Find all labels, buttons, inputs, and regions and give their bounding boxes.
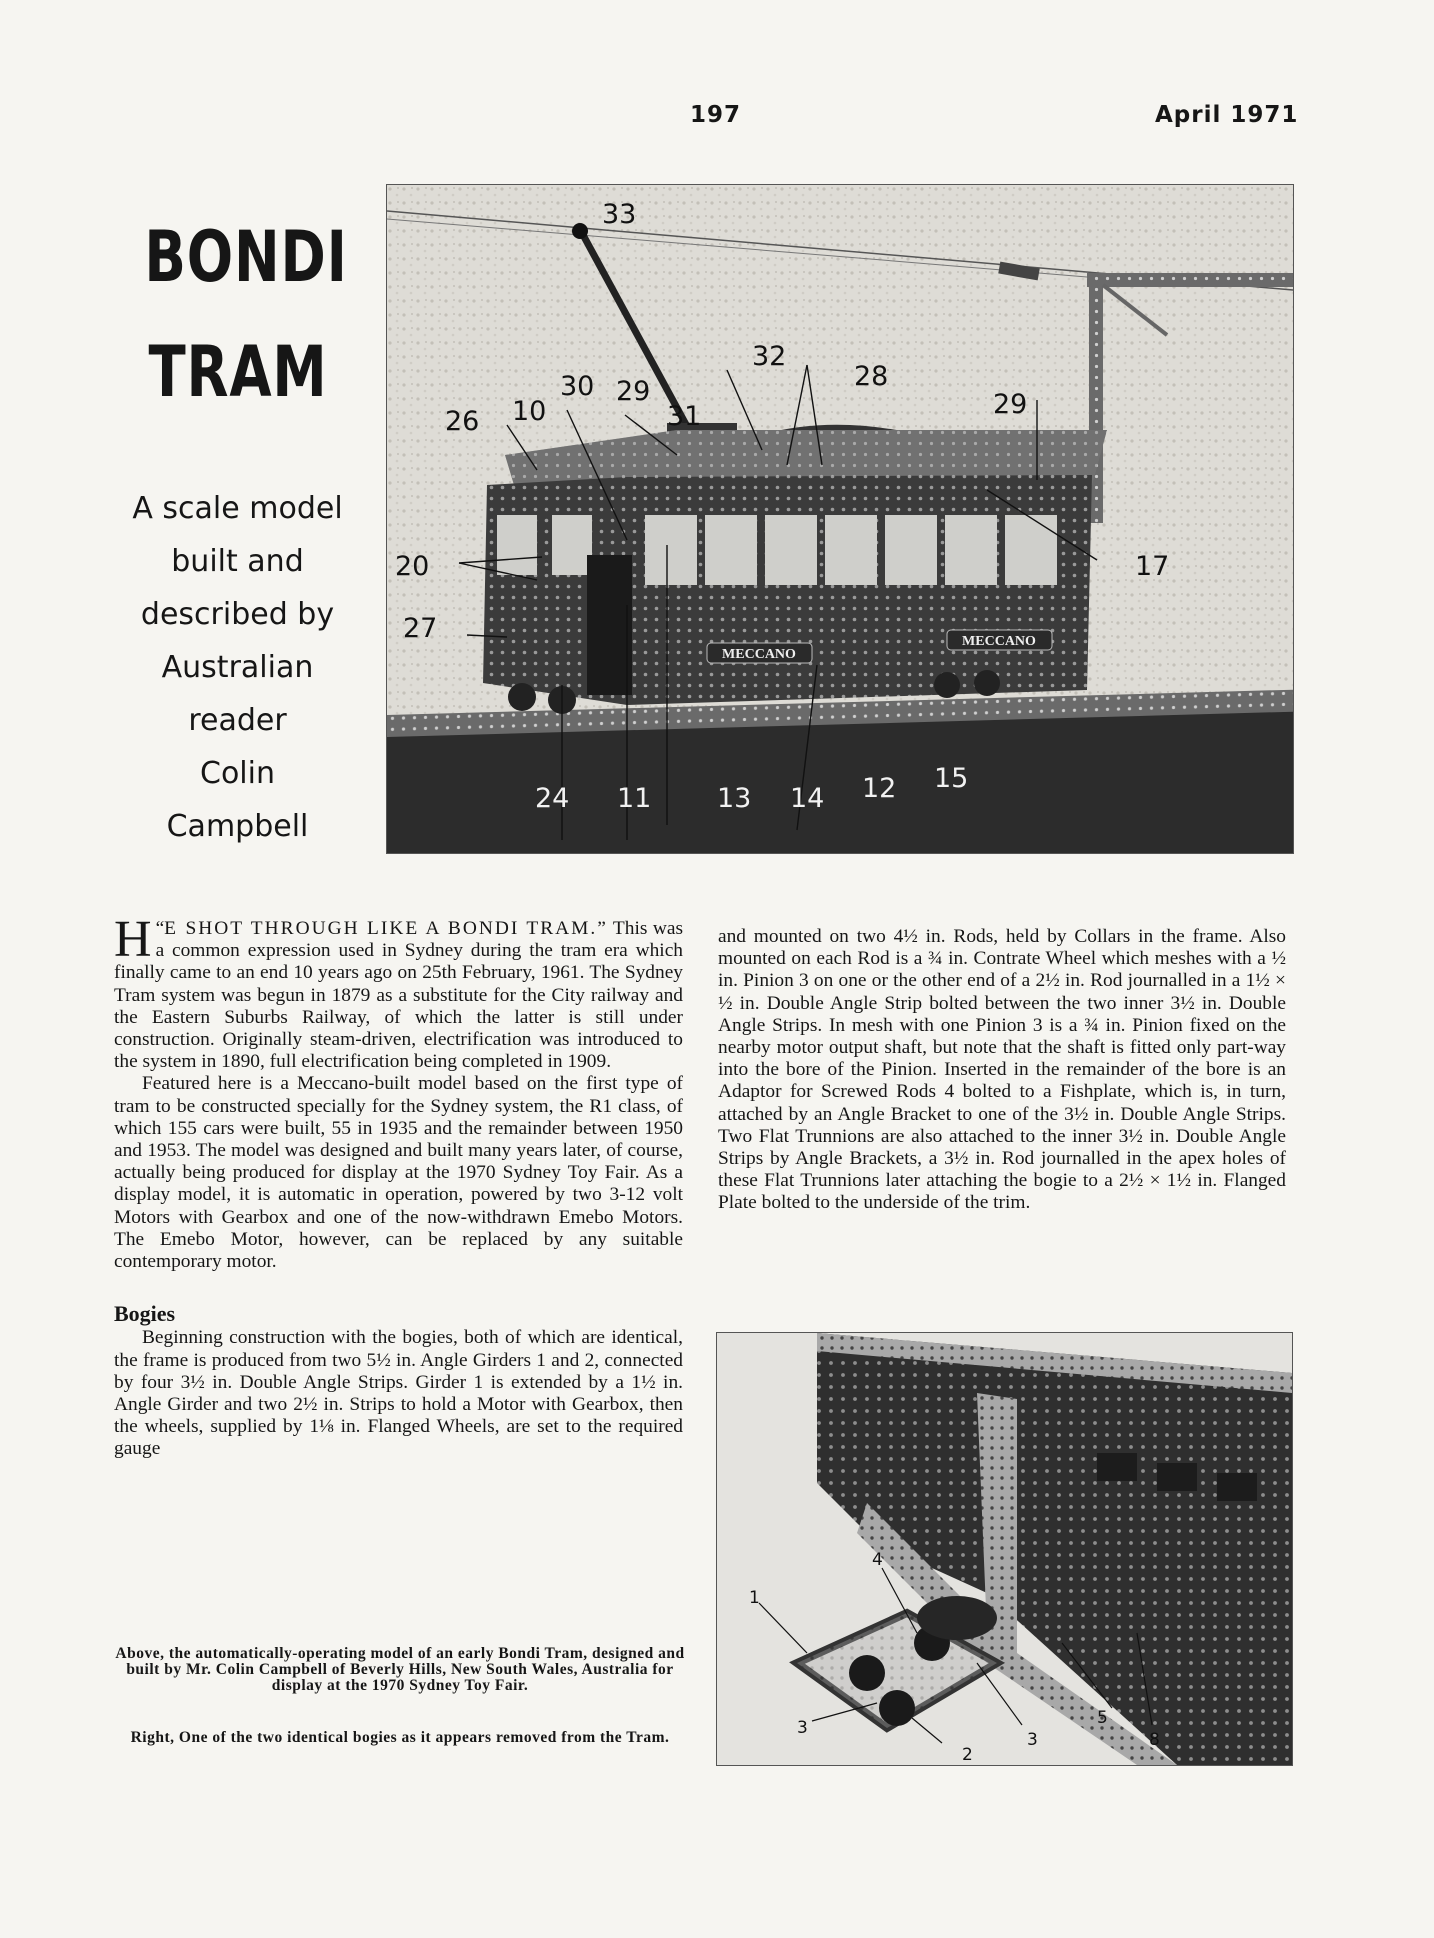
section-heading: Bogies [114,1301,176,1327]
byline-line: Australian [161,650,314,685]
callout-label: 3 [1027,1730,1038,1750]
byline-line: built and [171,544,304,579]
paragraph-text: This was a common expression used in Sydney during the tram era which finally came to an end 10 years ago on 25th February, 1961. The Sydney Tram system was begun in 1879 as a substitute for the City railway and the Eastern Suburbs Railway, of which the latter is still under construction. Originally steam-driven, electrification was introduced to the system in 1890, full electrification being completed in 1909. [114,918,683,1073]
bogie-photo-illustration [717,1333,1292,1765]
callout-label: 33 [602,199,637,230]
callout-label: 12 [862,773,897,804]
byline-line: reader [188,703,287,738]
byline-line: Campbell [166,809,309,844]
page-number: 197 [690,102,742,128]
article-paragraph [114,911,683,1073]
callout-label: 10 [512,396,547,427]
callout-label: 31 [667,401,702,432]
callout-label: 29 [993,389,1028,420]
callout-label: 13 [717,783,752,814]
article-paragraph: Beginning construction with the bogies, both of which are identical, the frame is produced from two 5½ in. Angle Girders 1 and 2, connected by four 3½ in. Double Angle Strips. Girder 1 is extended by a 1½ in. Angle Girder and two 2½ in. Strips to hold a Motor with Gearbox, then the wheels, supplied by 1⅛ in. Flanged Wheels, are set to the required gauge [114,1327,683,1460]
lead-in: E SHOT THROUGH LIKE A BONDI TRAM.” [164,918,608,939]
callout-label: 27 [403,613,438,644]
callout-label: 28 [854,361,889,392]
callout-label: 14 [790,783,825,814]
callout-label: 30 [560,371,595,402]
bogie-photo [716,1332,1293,1766]
byline [105,482,370,853]
callout-label: 3 [797,1718,808,1738]
callout-label: 5 [1097,1708,1108,1728]
callout-label: 11 [617,783,652,814]
callout-label: 24 [535,783,570,814]
article-paragraph: and mounted on two 4½ in. Rods, held by Collars in the frame. Also mounted on each Rod is a ¾ in. Contrate Wheel which meshes with a ½ in. Pinion 3 on one or the other end of a 2½ in. Rod journalled in a 1½ × ½ in. Double Angle Strip bolted between the two inner 3½ in. Double Angle Strips. In mesh with one Pinion 3 is a ¾ in. Pinion fixed on the nearby motor output shaft, but note that the shaft is fitted only part-way into the bore of the Pinion. Inserted in the remainder of the bore is an Adaptor for Screwed Rods 4 bolted to a Fishplate, which is, in turn, attached by an Angle Bracket to one of the 3½ in. Double Angle Strips. Two Flat Trunnions are also attached to the inner 3½ in. Double Angle Strips by Angle Brackets, a 3½ in. Rod journalled in the apex holes of these Flat Trunnions later attaching the bogie to a 2½ × 1½ in. Flanged Plate bolted to the underside of the trim. [718,926,1286,1214]
title-line-2: TRAM [148,331,328,413]
article-column-right [718,926,1286,1215]
tram-photo-illustration [387,185,1293,853]
title-line-1: BONDI [144,216,348,298]
callout-label: 15 [934,763,969,794]
callout-label: 4 [872,1550,883,1570]
byline-line: Colin [200,756,275,791]
article-title [144,200,348,430]
callout-label: 2 [962,1745,973,1765]
photo-caption-right: Right, One of the two identical bogies as it appears removed from the Tram. [130,1729,670,1746]
drop-cap: H [114,911,152,968]
byline-line: described by [140,597,335,632]
car-lettering: MECCANO [962,634,1036,649]
callout-label: 32 [752,341,787,372]
byline-line: A scale model [132,491,343,526]
callout-label: 20 [395,551,430,582]
article-column-left [114,911,683,1461]
callout-label: 29 [616,376,651,407]
callout-label: 26 [445,406,480,437]
callout-label: 8 [1149,1730,1160,1750]
callout-label: 1 [749,1588,760,1608]
issue-date: April 1971 [1155,102,1299,128]
article-paragraph: Featured here is a Meccano-built model based on the first type of tram to be constructed specially for the Sydney system, the R1 class, of which 155 cars were built, 55 in 1935 and the remainder between 1950 and 1953. The model was designed and built many years later, of course, actually being produced for display at the 1970 Sydney Toy Fair. As a display model, it is automatic in operation, powered by two 3-12 volt Motors with Gearbox and one of the now-withdrawn Emebo Motors. The Emebo Motor, however, can be replaced by any suitable contemporary motor. [114,1073,683,1273]
tram-photo [386,184,1294,854]
car-lettering: MECCANO [722,647,796,662]
callout-label: 17 [1135,551,1170,582]
open-quote: “ [155,918,165,939]
photo-caption-above: Above, the automatically-operating model of an early Bondi Tram, designed and built by Mr. Colin Campbell of Beverly Hills, New South Wales, Australia for display at the 1970 Sydney Toy Fair. [115,1645,685,1694]
